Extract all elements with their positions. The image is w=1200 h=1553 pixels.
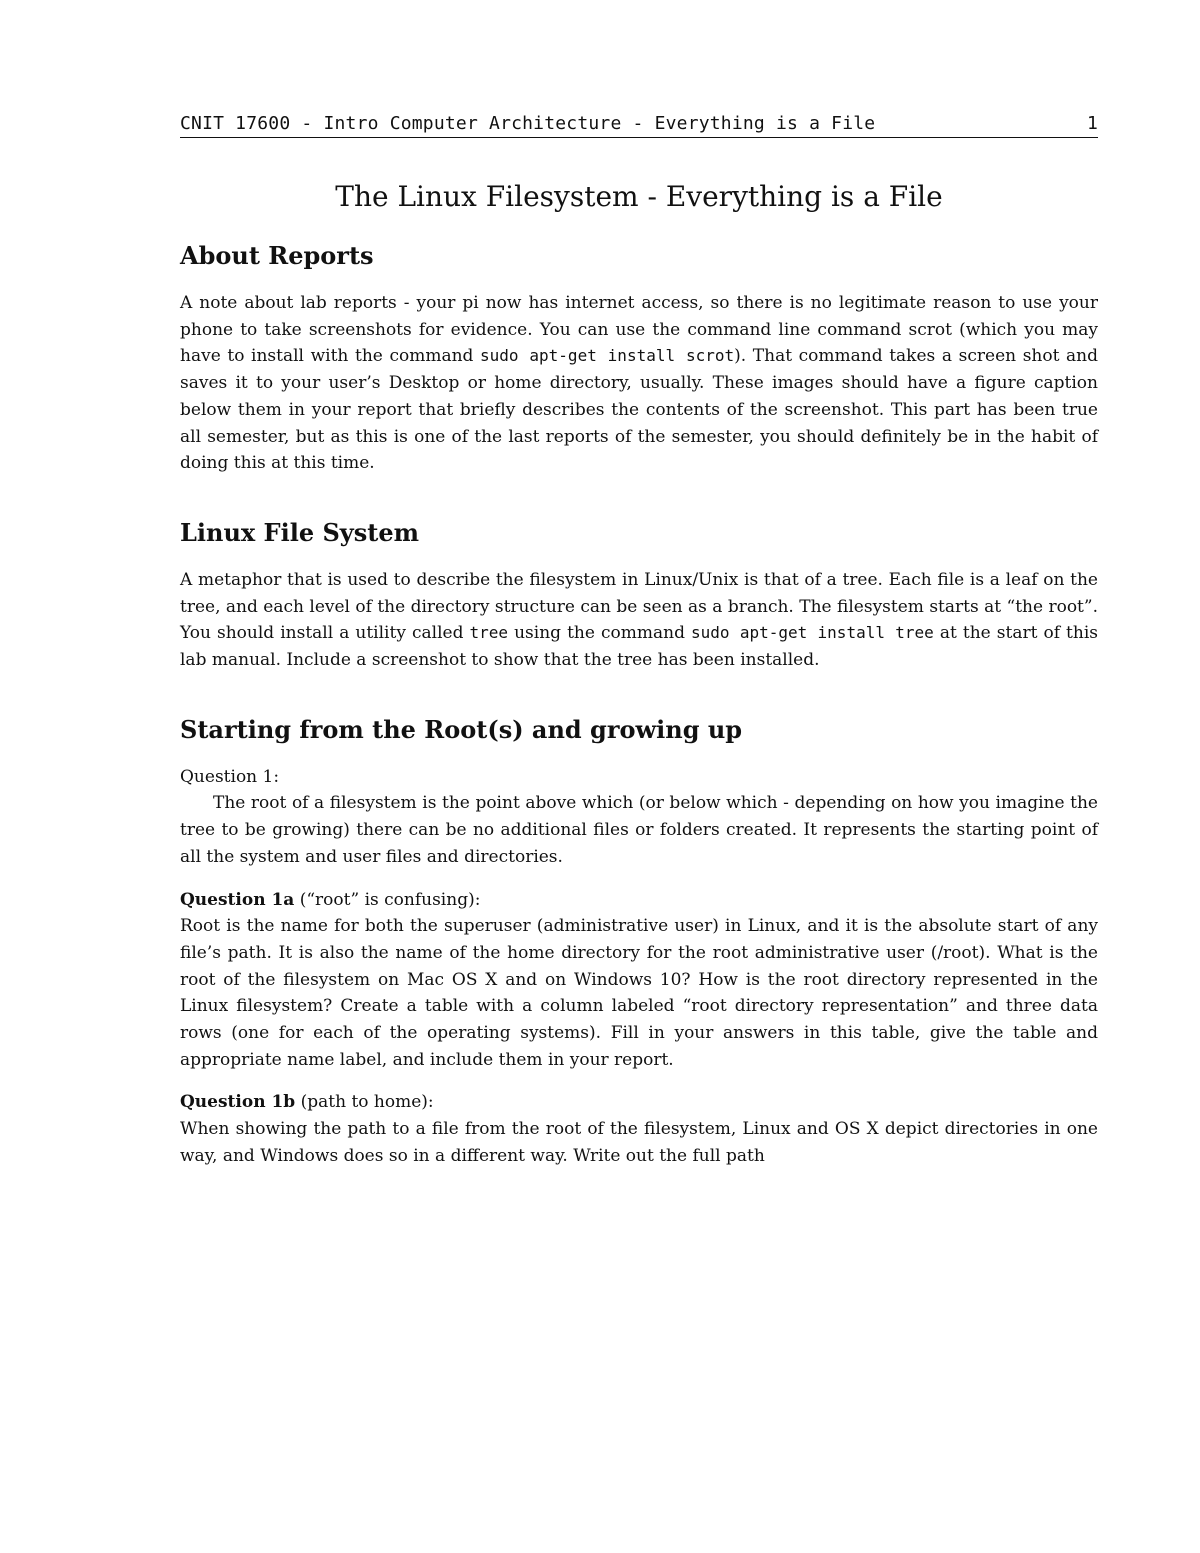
inline-code: sudo apt-get install scrot bbox=[480, 346, 735, 366]
paragraph-text: A note about lab reports - your pi now has internet access, so there is no legitimate reason to use your phone to take screenshots for evidence. You can use the command line command scrot (which you may have to install with the command bbox=[180, 293, 1098, 367]
paragraph-text: ). That command takes a screen shot and saves it to your user’s Desktop or home directory, usually. These images should have a figure caption below them in your report that briefly describes the contents of the screenshot. This part has been true all semester, but as this is one of the last reports of the semester, you should definitely be in the habit of doing this at this time. bbox=[180, 346, 1099, 474]
linux-file-system-paragraph bbox=[180, 567, 1098, 674]
about-reports-paragraph bbox=[180, 290, 1098, 477]
paragraph-text: at the start of this lab manual. Include a screenshot to show that the tree has been installed. bbox=[180, 623, 1098, 671]
paragraph-text: using the command bbox=[508, 623, 692, 644]
section-linux-file-system bbox=[180, 517, 1098, 674]
section-heading-about-reports: About Reports bbox=[180, 241, 374, 270]
inline-code: tree bbox=[469, 623, 509, 643]
section-heading-linux-file-system: Linux File System bbox=[180, 517, 419, 547]
section-starting-from-root bbox=[180, 714, 1098, 1170]
question-1a-subtitle: (“root” is confusing): bbox=[294, 889, 481, 910]
document-page bbox=[180, 112, 1098, 1170]
section-about-reports bbox=[180, 240, 1098, 477]
question-1-label: Question 1: bbox=[180, 766, 280, 787]
paragraph-text: A metaphor that is used to describe the filesystem in Linux/Unix is that of a tree. Each file is a leaf on the tree, and each level of the directory structure can be seen as a branch. The filesystem starts at “the root”. You should install a utility called bbox=[180, 569, 1098, 644]
question-1a-text: Root is the name for both the superuser (administrative user) in Linux, and it is the absolute start of any file’s path. It is also the name of the home directory for the root administrative user (/root). What is the root of the filesystem on Mac OS X and on Windows 10? How is the root directory represented in the Linux filesystem? Create a table with a column labeled “root directory representation” and three data rows (one for each of the operating systems). Fill in your answers in this table, give the table and appropriate name label, and include them in your report. bbox=[180, 916, 1098, 1070]
section-heading-starting-from-root: Starting from the Root(s) and growing up bbox=[180, 714, 743, 744]
question-1-text: The root of a filesystem is the point above which (or below which - depending on how you imagine the tree to be growing) there can be no additional files or folders created. It represents the starting point of all the system and user files and directories. bbox=[180, 793, 1098, 867]
question-1a-number: Question 1a bbox=[180, 889, 295, 910]
inline-code: sudo apt-get install tree bbox=[691, 623, 934, 643]
question-1b-number: Question 1b bbox=[180, 1092, 296, 1113]
running-header bbox=[180, 112, 1098, 138]
header-page-number: 1 bbox=[1086, 113, 1098, 134]
question-1a-label bbox=[180, 887, 1098, 914]
header-course-line: CNIT 17600 - Intro Computer Architecture - Everything is a File bbox=[180, 113, 876, 134]
question-1b-subtitle: (path to home): bbox=[295, 1092, 434, 1113]
document-title: The Linux Filesystem - Everything is a File bbox=[335, 180, 943, 213]
question-1b-text: When showing the path to a file from the root of the filesystem, Linux and OS X depict directories in one way, and Windows does so in a different way. Write out the full path bbox=[180, 1119, 1098, 1166]
question-1b-label bbox=[180, 1089, 1098, 1116]
